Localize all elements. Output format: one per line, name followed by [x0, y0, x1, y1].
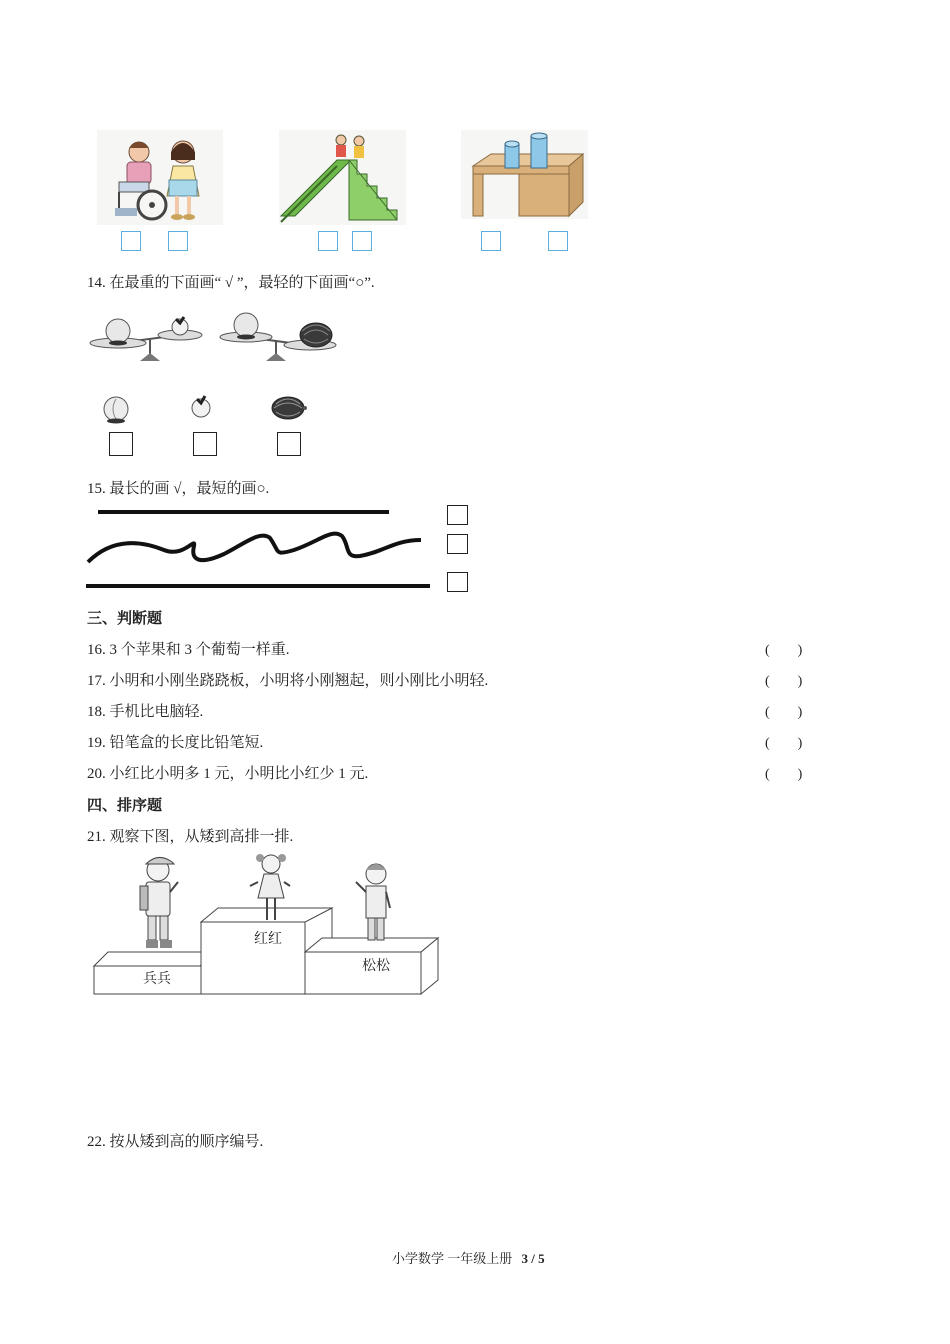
- question-15-text: 15. 最长的画 √，最短的画○.: [87, 481, 270, 497]
- judgment-20-text: 20. 小红比小明多 1 元，小明比小红少 1 元.: [87, 766, 369, 782]
- question-22-text: 22. 按从矮到高的顺序编号.: [87, 1134, 264, 1150]
- peach-icon: [100, 395, 134, 425]
- wheelchair-picture: [97, 130, 223, 225]
- judgment-18-answer[interactable]: ( ): [765, 705, 803, 720]
- lines-picture: [84, 506, 434, 592]
- footer-page-number: 3 / 5: [521, 1251, 545, 1266]
- answer-box-2a[interactable]: [318, 231, 338, 251]
- page-footer: [392, 1248, 545, 1267]
- question-21-text: 21. 观察下图，从矮到高排一排.: [87, 829, 294, 845]
- judgment-20-answer[interactable]: ( ): [765, 767, 803, 782]
- judgment-16-answer[interactable]: ( ): [765, 643, 803, 658]
- watermelon-icon: [268, 394, 310, 422]
- section-4-title: 四、排序题: [87, 798, 163, 814]
- judgment-16-text: 16. 3 个苹果和 3 个葡萄一样重.: [87, 642, 290, 658]
- footer-subject: 小学数学 一年级上册: [392, 1251, 513, 1266]
- name-label-honghong: 红红: [254, 932, 282, 947]
- answer-box-watermelon[interactable]: [277, 432, 301, 456]
- section-3-title: 三、判断题: [87, 611, 163, 627]
- slide-picture: [279, 130, 406, 225]
- answer-box-line-2[interactable]: [447, 534, 468, 554]
- answer-box-2b[interactable]: [352, 231, 372, 251]
- judgment-19-text: 19. 铅笔盒的长度比铅笔短.: [87, 735, 264, 751]
- answer-box-1b[interactable]: [168, 231, 188, 251]
- answer-box-line-1[interactable]: [447, 505, 468, 525]
- desk-picture: [461, 130, 588, 219]
- name-label-songsong: 松松: [362, 959, 390, 974]
- apple-icon: [188, 393, 214, 419]
- judgment-18-text: 18. 手机比电脑轻.: [87, 704, 204, 720]
- answer-box-1a[interactable]: [121, 231, 141, 251]
- balance-scales-picture: [88, 305, 340, 365]
- answer-box-3b[interactable]: [548, 231, 568, 251]
- question-14-text: 14. 在最重的下面画“ √ ”，最轻的下面画“○”.: [87, 275, 375, 291]
- answer-box-apple[interactable]: [193, 432, 217, 456]
- answer-box-3a[interactable]: [481, 231, 501, 251]
- judgment-17-text: 17. 小明和小刚坐跷跷板，小明将小刚翘起，则小刚比小明轻.: [87, 673, 489, 689]
- name-label-bingbing: 兵兵: [143, 972, 171, 987]
- answer-box-line-3[interactable]: [447, 572, 468, 592]
- answer-box-peach[interactable]: [109, 432, 133, 456]
- judgment-19-answer[interactable]: ( ): [765, 736, 803, 751]
- judgment-17-answer[interactable]: ( ): [765, 674, 803, 689]
